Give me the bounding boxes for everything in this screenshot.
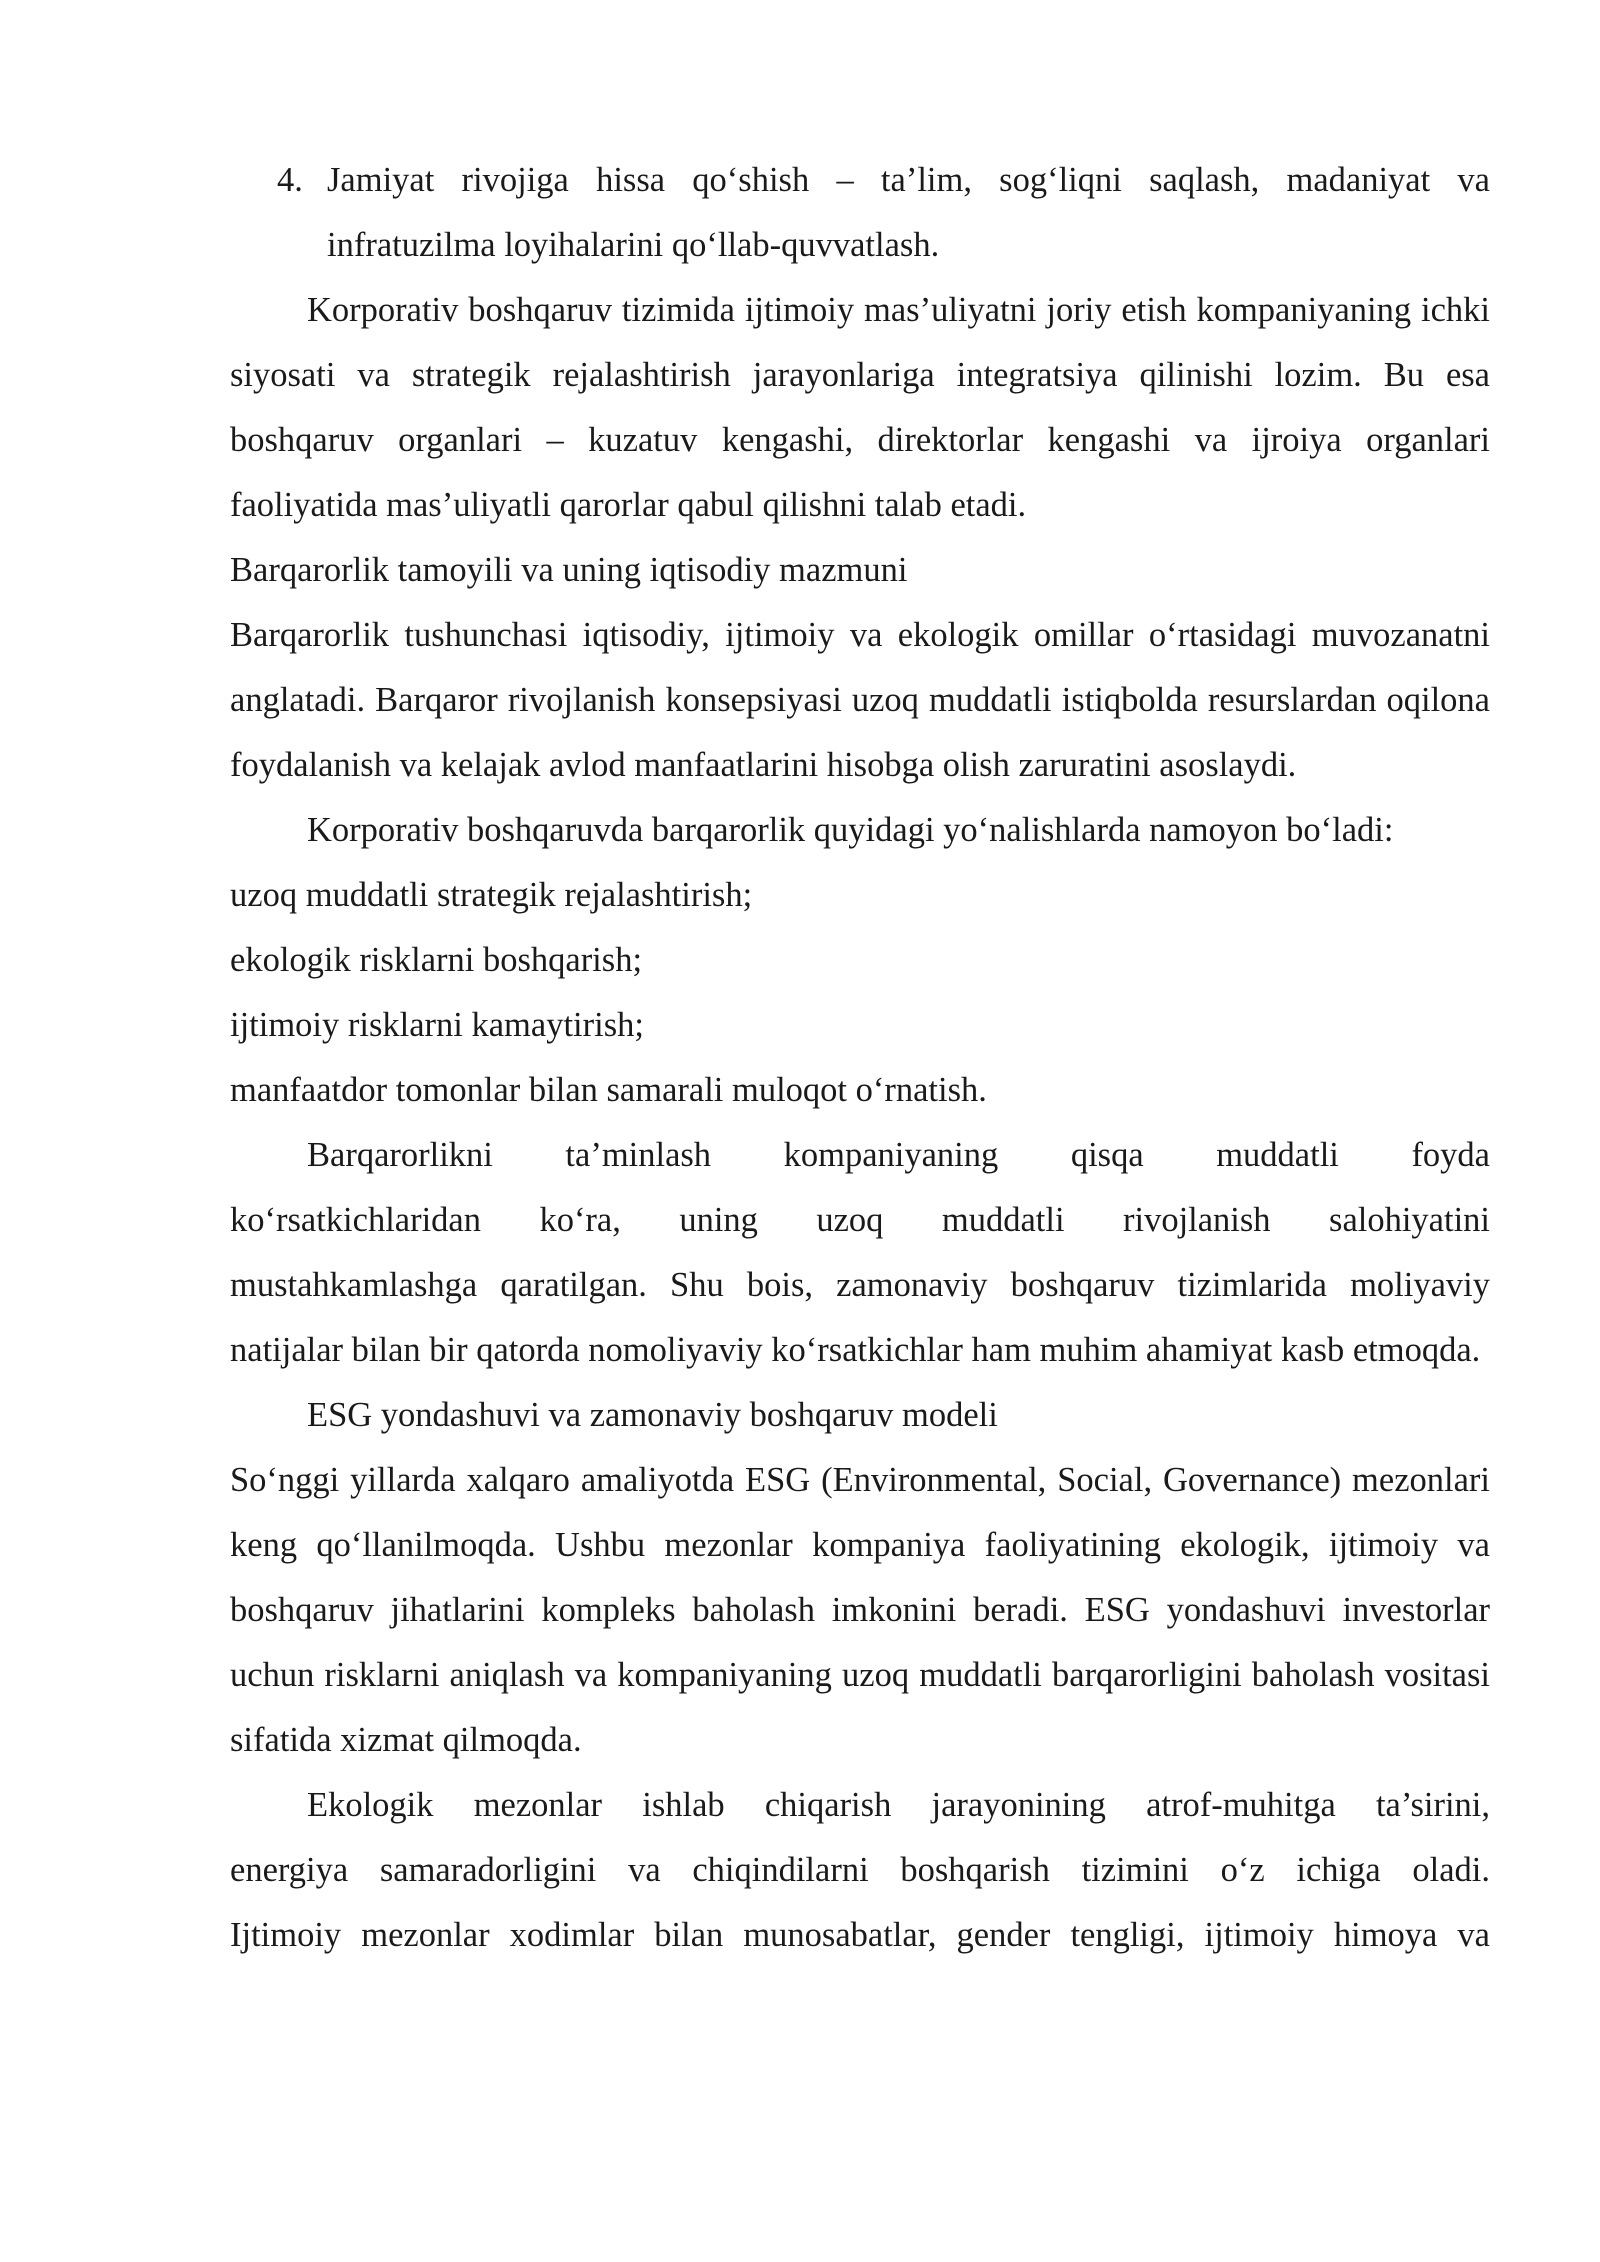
paragraph-sustainability-concept: Barqarorlik tushunchasi iqtisodiy, ijtimoiy va ekologik omillar o‘rtasidagi muvozanatni anglatadi. Barqaror rivojlanish konsepsiyasi uzoq muddatli istiqbolda resurslardan oqilona foydalanish va kelajak avlod manfaatlarini hisobga olish zaruratini asoslaydi. xyxy=(230,616,1490,784)
paragraph-csr-integration: Korporativ boshqaruv tizimida ijtimoiy mas’uliyatni joriy etish kompaniyaning ichki siyosati va strategik rejalashtirish jarayonlariga integratsiya qilinishi lozim. Bu esa boshqaruv organlari – kuzatuv kengashi, direktorlar kengashi va ijroiya organlari faoliyatida mas’uliyatli qarorlar qabul qilishni talab etadi. xyxy=(230,291,1490,524)
paragraph-sustainability-line-1: Barqarorlikni ta’minlash kompaniyaning qisqa muddatli foyda xyxy=(307,1136,1490,1174)
paragraph-ecological-line-3: Ijtimoiy mezonlar xodimlar bilan munosabatlar, gender tengligi, ijtimoiy himoya va xyxy=(230,1916,1490,1954)
section-heading-esg: ESG yondashuvi va zamonaviy boshqaruv modeli xyxy=(307,1396,998,1434)
list-item xyxy=(230,148,1490,278)
list-line-social-risks: ijtimoiy risklarni kamaytirish; xyxy=(230,1006,644,1044)
list-line-stakeholder-communication: manfaatdor tomonlar bilan samarali muloqot o‘rnatish. xyxy=(230,1071,987,1109)
paragraph-esg-criteria: So‘nggi yillarda xalqaro amaliyotda ESG (Environmental, Social, Governance) mezonlari keng qo‘llanilmoqda. Ushbu mezonlar kompaniya faoliyatining ekologik, ijtimoiy va boshqaruv jihatlarini kompleks baholash imkonini beradi. ESG yondashuvi investorlar uchun risklarni aniqlash va kompaniyaning uzoq muddatli barqarorligini baholash vositasi sifatida xizmat qilmoqda. xyxy=(230,1461,1490,1759)
list-number: 4. xyxy=(277,161,303,199)
list-line-ecological-risks: ekologik risklarni boshqarish; xyxy=(230,941,643,979)
section-heading-sustainability: Barqarorlik tamoyili va uning iqtisodiy mazmuni xyxy=(230,551,908,589)
document-body xyxy=(230,148,1490,1968)
paragraph-sustainability-line-2: ko‘rsatkichlaridan ko‘ra, uning uzoq muddatli rivojlanish salohiyatini xyxy=(230,1201,1490,1239)
list-line-strategic-planning: uzoq muddatli strategik rejalashtirish; xyxy=(230,876,753,914)
paragraph-sustainability-rest: mustahkamlashga qaratilgan. Shu bois, zamonaviy boshqaruv tizimlarida moliyaviy natijalar bilan bir qatorda nomoliyaviy ko‘rsatkichlar ham muhim ahamiyat kasb etmoqda. xyxy=(230,1266,1490,1369)
list-item-text: Jamiyat rivojiga hissa qo‘shish – ta’lim, sog‘liqni saqlash, madaniyat va infratuzilma loyihalarini qo‘llab-quvvatlash. xyxy=(327,161,1490,264)
paragraph-ecological-line-1: Ekologik mezonlar ishlab chiqarish jarayonining atrof-muhitga ta’sirini, xyxy=(307,1786,1490,1824)
paragraph-ecological-line-2: energiya samaradorligini va chiqindilarni boshqarish tizimini o‘z ichiga oladi. xyxy=(230,1851,1490,1889)
paragraph-sustainability-directions: Korporativ boshqaruvda barqarorlik quyidagi yo‘nalishlarda namoyon bo‘ladi: xyxy=(307,811,1394,849)
